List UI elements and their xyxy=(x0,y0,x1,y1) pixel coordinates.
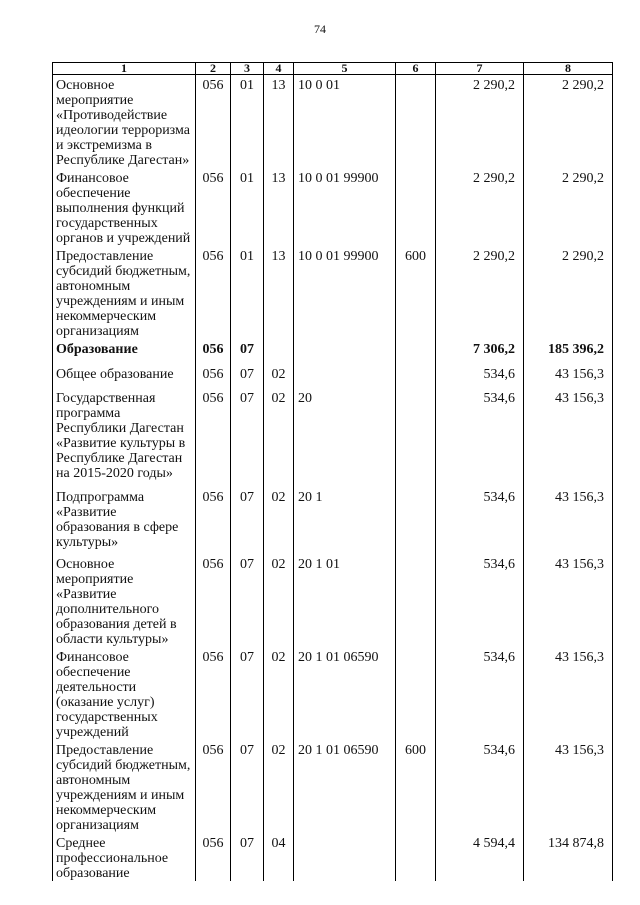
cell-ministry-code: 056 xyxy=(196,246,231,339)
row-name: Подпрограмма «Развитие образования в сфере культуры» xyxy=(53,487,196,554)
cell-target-article: 20 xyxy=(294,388,396,487)
cell-expense-type xyxy=(396,647,436,740)
cell-target-article: 20 1 xyxy=(294,487,396,554)
cell-ministry-code: 056 xyxy=(196,647,231,740)
cell-section-code: 01 xyxy=(231,246,264,339)
column-header: 7 xyxy=(436,63,524,75)
cell-section-code: 07 xyxy=(231,487,264,554)
cell-target-article xyxy=(294,833,396,881)
cell-ministry-code: 056 xyxy=(196,740,231,833)
cell-section-code: 07 xyxy=(231,647,264,740)
cell-section-code: 07 xyxy=(231,339,264,364)
cell-target-article: 10 0 01 xyxy=(294,75,396,169)
cell-amount-col8: 2 290,2 xyxy=(524,75,613,169)
cell-amount-col8: 43 156,3 xyxy=(524,487,613,554)
cell-expense-type xyxy=(396,168,436,246)
cell-expense-type xyxy=(396,364,436,388)
cell-ministry-code: 056 xyxy=(196,833,231,881)
cell-amount-col7: 4 594,4 xyxy=(436,833,524,881)
cell-section-code: 01 xyxy=(231,168,264,246)
cell-subsection-code: 13 xyxy=(264,168,294,246)
cell-amount-col7: 2 290,2 xyxy=(436,168,524,246)
cell-amount-col7: 534,6 xyxy=(436,647,524,740)
cell-target-article: 20 1 01 06590 xyxy=(294,647,396,740)
row-name: Финансовое обеспечение выполнения функций государственных органов и учреждений xyxy=(53,168,196,246)
column-header: 3 xyxy=(231,63,264,75)
cell-subsection-code: 02 xyxy=(264,647,294,740)
cell-amount-col7: 534,6 xyxy=(436,740,524,833)
column-header: 1 xyxy=(53,63,196,75)
table-row xyxy=(53,75,613,169)
column-header: 8 xyxy=(524,63,613,75)
budget-table xyxy=(52,62,613,881)
cell-ministry-code: 056 xyxy=(196,168,231,246)
cell-ministry-code: 056 xyxy=(196,364,231,388)
row-name: Основное мероприятие «Противодействие идеологии терроризма и экстремизма в Республике Дагестан» xyxy=(53,75,196,169)
cell-subsection-code: 04 xyxy=(264,833,294,881)
column-header: 5 xyxy=(294,63,396,75)
cell-target-article: 10 0 01 99900 xyxy=(294,246,396,339)
cell-expense-type: 600 xyxy=(396,740,436,833)
row-name: Общее образование xyxy=(53,364,196,388)
table-row xyxy=(53,388,613,487)
cell-subsection-code: 13 xyxy=(264,246,294,339)
cell-section-code: 07 xyxy=(231,833,264,881)
header-row xyxy=(53,63,613,75)
cell-amount-col8: 43 156,3 xyxy=(524,364,613,388)
cell-subsection-code: 02 xyxy=(264,487,294,554)
cell-expense-type xyxy=(396,388,436,487)
cell-section-code: 07 xyxy=(231,740,264,833)
cell-amount-col7: 2 290,2 xyxy=(436,246,524,339)
column-header: 2 xyxy=(196,63,231,75)
table-row xyxy=(53,833,613,881)
table-row xyxy=(53,487,613,554)
row-name: Основное мероприятие «Развитие дополнительного образования детей в области культуры» xyxy=(53,554,196,647)
cell-target-article xyxy=(294,339,396,364)
cell-amount-col7: 534,6 xyxy=(436,364,524,388)
cell-amount-col8: 43 156,3 xyxy=(524,554,613,647)
table-row xyxy=(53,246,613,339)
column-header: 4 xyxy=(264,63,294,75)
cell-amount-col7: 534,6 xyxy=(436,554,524,647)
cell-target-article: 10 0 01 99900 xyxy=(294,168,396,246)
cell-subsection-code: 02 xyxy=(264,740,294,833)
cell-ministry-code: 056 xyxy=(196,388,231,487)
row-name: Образование xyxy=(53,339,196,364)
cell-ministry-code: 056 xyxy=(196,339,231,364)
cell-target-article: 20 1 01 xyxy=(294,554,396,647)
table-row xyxy=(53,339,613,364)
table-row xyxy=(53,168,613,246)
cell-amount-col7: 534,6 xyxy=(436,487,524,554)
cell-expense-type xyxy=(396,554,436,647)
row-name: Государственная программа Республики Дагестан «Развитие культуры в Республике Дагестан на 2015-2020 годы» xyxy=(53,388,196,487)
cell-subsection-code: 02 xyxy=(264,388,294,487)
cell-amount-col8: 43 156,3 xyxy=(524,388,613,487)
cell-section-code: 07 xyxy=(231,364,264,388)
cell-expense-type xyxy=(396,75,436,169)
row-name: Среднее профессиональное образование xyxy=(53,833,196,881)
cell-section-code: 07 xyxy=(231,388,264,487)
cell-amount-col7: 7 306,2 xyxy=(436,339,524,364)
page-number: 74 xyxy=(314,22,326,36)
table-row xyxy=(53,647,613,740)
table-row xyxy=(53,740,613,833)
cell-ministry-code: 056 xyxy=(196,487,231,554)
cell-target-article xyxy=(294,364,396,388)
cell-section-code: 01 xyxy=(231,75,264,169)
column-header: 6 xyxy=(396,63,436,75)
cell-amount-col8: 2 290,2 xyxy=(524,246,613,339)
cell-amount-col8: 43 156,3 xyxy=(524,647,613,740)
cell-subsection-code xyxy=(264,339,294,364)
cell-amount-col7: 2 290,2 xyxy=(436,75,524,169)
row-name: Предоставление субсидий бюджетным, автономным учреждениям и иным некоммерческим организациям xyxy=(53,246,196,339)
cell-amount-col8: 134 874,8 xyxy=(524,833,613,881)
cell-ministry-code: 056 xyxy=(196,554,231,647)
cell-section-code: 07 xyxy=(231,554,264,647)
cell-expense-type: 600 xyxy=(396,246,436,339)
cell-ministry-code: 056 xyxy=(196,75,231,169)
cell-subsection-code: 13 xyxy=(264,75,294,169)
table-row xyxy=(53,554,613,647)
cell-expense-type xyxy=(396,833,436,881)
table-row xyxy=(53,364,613,388)
cell-amount-col7: 534,6 xyxy=(436,388,524,487)
cell-subsection-code: 02 xyxy=(264,554,294,647)
row-name: Предоставление субсидий бюджетным, автономным учреждениям и иным некоммерческим организациям xyxy=(53,740,196,833)
cell-amount-col8: 2 290,2 xyxy=(524,168,613,246)
cell-amount-col8: 43 156,3 xyxy=(524,740,613,833)
cell-amount-col8: 185 396,2 xyxy=(524,339,613,364)
row-name: Финансовое обеспечение деятельности (оказание услуг) государственных учреждений xyxy=(53,647,196,740)
cell-expense-type xyxy=(396,339,436,364)
cell-target-article: 20 1 01 06590 xyxy=(294,740,396,833)
cell-expense-type xyxy=(396,487,436,554)
cell-subsection-code: 02 xyxy=(264,364,294,388)
